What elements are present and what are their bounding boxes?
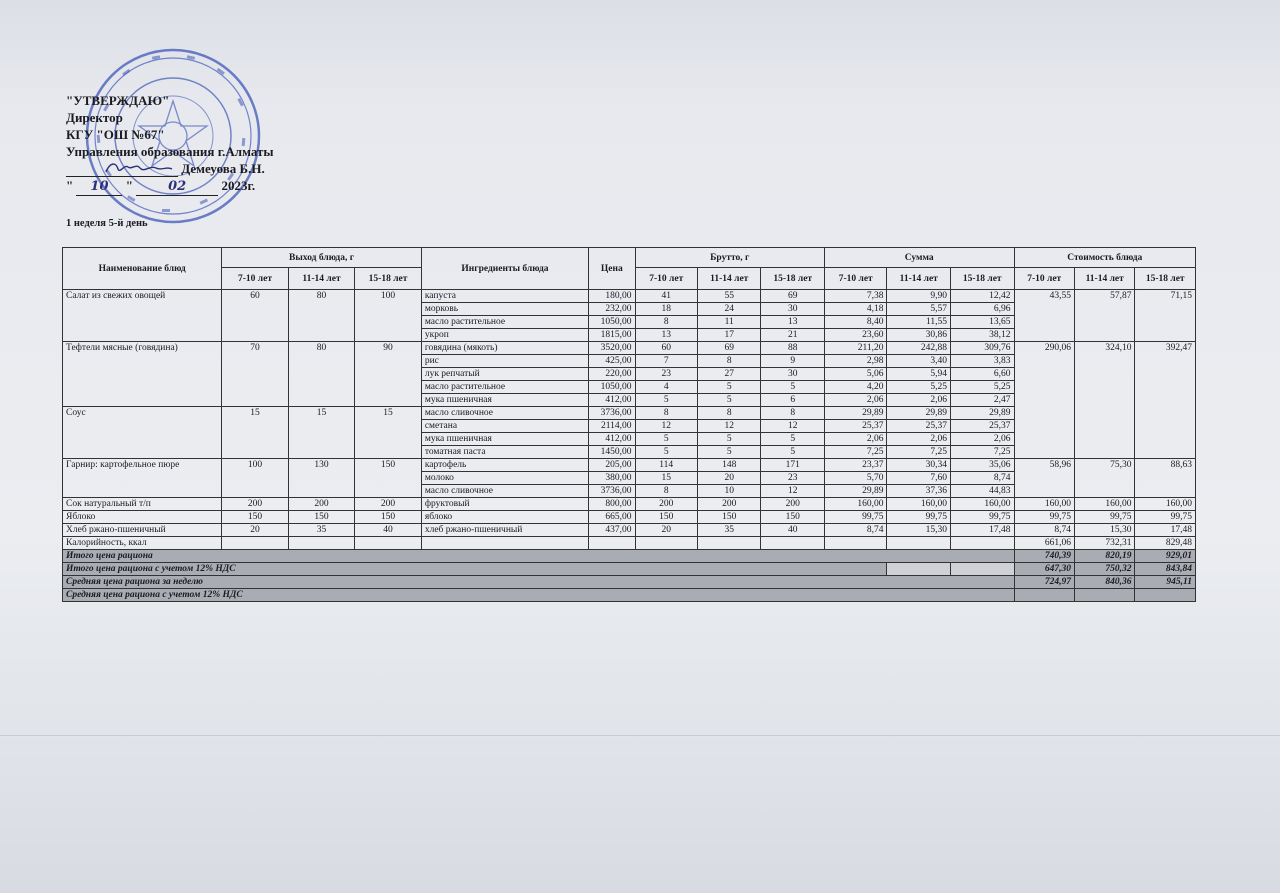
- dish-cost: 324,10: [1074, 342, 1134, 459]
- gross-value: 20: [697, 472, 761, 485]
- summary-row: [63, 576, 1196, 589]
- gross-value: 4: [635, 381, 697, 394]
- paper-fold-line: [0, 735, 1280, 736]
- dish-cost: 8,74: [1014, 524, 1074, 537]
- sum-value: 99,75: [950, 511, 1014, 524]
- dish-cost: 160,00: [1074, 498, 1134, 511]
- gross-value: 60: [635, 342, 697, 355]
- dish-output: 200: [222, 498, 289, 511]
- ingredient-name: мука пшеничная: [421, 394, 588, 407]
- gross-value: 69: [697, 342, 761, 355]
- ingredient-price: 412,00: [589, 433, 635, 446]
- gross-value: 5: [697, 381, 761, 394]
- summary-empty: [697, 537, 761, 550]
- week-label: 1 неделя 5-й день: [66, 218, 148, 229]
- gross-value: 8: [697, 355, 761, 368]
- ingredient-name: лук репчатый: [421, 368, 588, 381]
- summary-label: Средняя цена рациона за неделю: [63, 576, 1015, 589]
- age-header: 7-10 лет: [824, 268, 886, 290]
- sum-value: 99,75: [887, 511, 951, 524]
- summary-value: [1135, 589, 1196, 602]
- gross-value: 27: [697, 368, 761, 381]
- sum-value: 25,37: [950, 420, 1014, 433]
- sum-value: 99,75: [824, 511, 886, 524]
- approval-signature-line: [66, 160, 274, 177]
- ingredient-name: хлеб ржано-пшеничный: [421, 524, 588, 537]
- sum-value: 3,40: [887, 355, 951, 368]
- summary-value: 929,01: [1135, 550, 1196, 563]
- date-month: 02: [136, 178, 218, 196]
- gross-value: 150: [697, 511, 761, 524]
- summary-value: 843,84: [1135, 563, 1196, 576]
- table-row: [63, 342, 1196, 355]
- age-header: 15-18 лет: [355, 268, 422, 290]
- summary-label: Итого цена рациона с учетом 12% НДС: [63, 563, 887, 576]
- summary-label: Средняя цена рациона с учетом 12% НДС: [63, 589, 1015, 602]
- ingredient-price: 425,00: [589, 355, 635, 368]
- dish-output: 150: [355, 511, 422, 524]
- ingredient-price: 1815,00: [589, 329, 635, 342]
- table-row: [63, 290, 1196, 303]
- dish-cost: 43,55: [1014, 290, 1074, 342]
- dish-output: 15: [288, 407, 355, 459]
- gross-value: 5: [697, 446, 761, 459]
- gross-value: 13: [635, 329, 697, 342]
- gross-value: 24: [697, 303, 761, 316]
- gross-value: 88: [761, 342, 825, 355]
- sum-value: 29,89: [887, 407, 951, 420]
- sum-value: 11,55: [887, 316, 951, 329]
- summary-value: [1074, 589, 1134, 602]
- col-cost-header: Стоимость блюда: [1014, 248, 1196, 268]
- gross-value: 12: [635, 420, 697, 433]
- summary-empty: [887, 563, 951, 576]
- sum-value: 160,00: [824, 498, 886, 511]
- gross-value: 7: [635, 355, 697, 368]
- age-header: 15-18 лет: [761, 268, 825, 290]
- sum-value: 30,86: [887, 329, 951, 342]
- summary-empty: [589, 537, 635, 550]
- age-header: 11-14 лет: [887, 268, 951, 290]
- dish-cost: 88,63: [1135, 459, 1196, 498]
- gross-value: 30: [761, 303, 825, 316]
- approval-block: [66, 92, 274, 196]
- sum-value: 29,89: [950, 407, 1014, 420]
- approval-position: Директор: [66, 110, 123, 125]
- gross-value: 35: [697, 524, 761, 537]
- dish-name: Хлеб ржано-пшеничный: [63, 524, 222, 537]
- gross-value: 200: [697, 498, 761, 511]
- dish-cost: 99,75: [1074, 511, 1134, 524]
- ingredient-price: 1050,00: [589, 381, 635, 394]
- dish-output: 35: [288, 524, 355, 537]
- ingredient-name: сметана: [421, 420, 588, 433]
- summary-value: 647,30: [1014, 563, 1074, 576]
- dish-name: Тефтели мясные (говядина): [63, 342, 222, 407]
- sum-value: 4,18: [824, 303, 886, 316]
- table-row: [63, 511, 1196, 524]
- dish-cost: 99,75: [1135, 511, 1196, 524]
- summary-row: [63, 589, 1196, 602]
- gross-value: 5: [761, 446, 825, 459]
- sum-value: 160,00: [887, 498, 951, 511]
- approval-date: " 10 " 02 2023г.: [66, 178, 256, 194]
- gross-value: 200: [761, 498, 825, 511]
- sum-value: 7,38: [824, 290, 886, 303]
- ingredient-name: мука пшеничная: [421, 433, 588, 446]
- gross-value: 5: [697, 433, 761, 446]
- dish-cost: 58,96: [1014, 459, 1074, 498]
- sum-value: 5,06: [824, 368, 886, 381]
- gross-value: 9: [761, 355, 825, 368]
- sum-value: 5,70: [824, 472, 886, 485]
- sum-value: 35,06: [950, 459, 1014, 472]
- ingredient-price: 1050,00: [589, 316, 635, 329]
- dish-cost: 15,30: [1074, 524, 1134, 537]
- ingredient-name: масло сливочное: [421, 407, 588, 420]
- gross-value: 41: [635, 290, 697, 303]
- dish-cost: 75,30: [1074, 459, 1134, 498]
- sum-value: 5,25: [950, 381, 1014, 394]
- sum-value: 4,20: [824, 381, 886, 394]
- sum-value: 5,57: [887, 303, 951, 316]
- gross-value: 69: [761, 290, 825, 303]
- age-header: 11-14 лет: [1074, 268, 1134, 290]
- handwritten-signature: [66, 162, 178, 177]
- summary-value: 661,06: [1014, 537, 1074, 550]
- gross-value: 5: [635, 446, 697, 459]
- approval-department: Управления образования г.Алматы: [66, 144, 274, 159]
- dish-cost: 57,87: [1074, 290, 1134, 342]
- age-header: 7-10 лет: [635, 268, 697, 290]
- sum-value: 44,83: [950, 485, 1014, 498]
- sum-value: 23,60: [824, 329, 886, 342]
- dish-output: 60: [222, 290, 289, 342]
- dish-output: 130: [288, 459, 355, 498]
- sum-value: 2,06: [824, 394, 886, 407]
- dish-cost: 160,00: [1135, 498, 1196, 511]
- sum-value: 7,60: [887, 472, 951, 485]
- sum-value: 2,47: [950, 394, 1014, 407]
- date-year: 2023г.: [221, 178, 256, 193]
- dish-name: Соус: [63, 407, 222, 459]
- gross-value: 23: [635, 368, 697, 381]
- dish-name: Гарнир: картофельное пюре: [63, 459, 222, 498]
- col-dish-header: Наименование блюд: [63, 248, 222, 290]
- gross-value: 5: [697, 394, 761, 407]
- sum-value: 6,96: [950, 303, 1014, 316]
- age-header: 11-14 лет: [697, 268, 761, 290]
- summary-empty: [635, 537, 697, 550]
- table-row: [63, 498, 1196, 511]
- sum-value: 309,76: [950, 342, 1014, 355]
- dish-name: Сок натуральный т/п: [63, 498, 222, 511]
- ingredient-name: томатная паста: [421, 446, 588, 459]
- sum-value: 2,06: [887, 394, 951, 407]
- summary-empty: [950, 563, 1014, 576]
- dish-output: 15: [355, 407, 422, 459]
- ingredient-name: масло растительное: [421, 381, 588, 394]
- dish-name: Салат из свежих овощей: [63, 290, 222, 342]
- gross-value: 8: [635, 485, 697, 498]
- ingredient-name: масло сливочное: [421, 485, 588, 498]
- summary-value: 820,19: [1074, 550, 1134, 563]
- gross-value: 5: [635, 433, 697, 446]
- dish-output: 200: [355, 498, 422, 511]
- sum-value: 38,12: [950, 329, 1014, 342]
- gross-value: 12: [697, 420, 761, 433]
- gross-value: 10: [697, 485, 761, 498]
- col-output-header: Выход блюда, г: [222, 248, 422, 268]
- ingredient-name: рис: [421, 355, 588, 368]
- sum-value: 7,25: [824, 446, 886, 459]
- age-header: 7-10 лет: [1014, 268, 1074, 290]
- summary-value: [1014, 589, 1074, 602]
- ingredient-name: укроп: [421, 329, 588, 342]
- sum-value: 25,37: [824, 420, 886, 433]
- summary-row: [63, 550, 1196, 563]
- sum-value: 25,37: [887, 420, 951, 433]
- ingredient-price: 205,00: [589, 459, 635, 472]
- ingredient-price: 3736,00: [589, 407, 635, 420]
- sum-value: 5,25: [887, 381, 951, 394]
- dish-output: 200: [288, 498, 355, 511]
- dish-output: 100: [222, 459, 289, 498]
- sum-value: 23,37: [824, 459, 886, 472]
- ingredient-name: масло растительное: [421, 316, 588, 329]
- dish-output: 80: [288, 342, 355, 407]
- ingredient-name: фруктовый: [421, 498, 588, 511]
- sum-value: 160,00: [950, 498, 1014, 511]
- sum-value: 7,25: [950, 446, 1014, 459]
- dish-name: Яблоко: [63, 511, 222, 524]
- gross-value: 148: [697, 459, 761, 472]
- ingredient-price: 2114,00: [589, 420, 635, 433]
- col-sum-header: Сумма: [824, 248, 1014, 268]
- summary-value: 740,39: [1014, 550, 1074, 563]
- gross-value: 8: [635, 407, 697, 420]
- summary-empty: [355, 537, 422, 550]
- sum-value: 30,34: [887, 459, 951, 472]
- ingredient-price: 1450,00: [589, 446, 635, 459]
- sum-value: 7,25: [887, 446, 951, 459]
- ingredient-name: молоко: [421, 472, 588, 485]
- approval-title: "УТВЕРЖДАЮ": [66, 93, 170, 108]
- gross-value: 17: [697, 329, 761, 342]
- sum-value: 2,06: [887, 433, 951, 446]
- gross-value: 55: [697, 290, 761, 303]
- summary-value: 750,32: [1074, 563, 1134, 576]
- sum-value: 2,06: [824, 433, 886, 446]
- dish-output: 150: [288, 511, 355, 524]
- dish-output: 20: [222, 524, 289, 537]
- sum-value: 37,36: [887, 485, 951, 498]
- sum-value: 29,89: [824, 485, 886, 498]
- gross-value: 11: [697, 316, 761, 329]
- summary-value: 724,97: [1014, 576, 1074, 589]
- dish-output: 80: [288, 290, 355, 342]
- ingredient-price: 380,00: [589, 472, 635, 485]
- ingredient-name: картофель: [421, 459, 588, 472]
- col-ingredients-header: Ингредиенты блюда: [421, 248, 588, 290]
- summary-value: 840,36: [1074, 576, 1134, 589]
- sum-value: 29,89: [824, 407, 886, 420]
- dish-output: 70: [222, 342, 289, 407]
- dish-cost: 160,00: [1014, 498, 1074, 511]
- summary-empty: [222, 537, 289, 550]
- sum-value: 15,30: [887, 524, 951, 537]
- summary-empty: [887, 537, 951, 550]
- sum-value: 2,98: [824, 355, 886, 368]
- summary-empty: [288, 537, 355, 550]
- gross-value: 40: [761, 524, 825, 537]
- dish-output: 90: [355, 342, 422, 407]
- gross-value: 21: [761, 329, 825, 342]
- gross-value: 114: [635, 459, 697, 472]
- dish-output: 150: [355, 459, 422, 498]
- sum-value: 9,90: [887, 290, 951, 303]
- gross-value: 150: [761, 511, 825, 524]
- sum-value: 17,48: [950, 524, 1014, 537]
- sum-value: 2,06: [950, 433, 1014, 446]
- col-price-header: Цена: [589, 248, 635, 290]
- ingredient-name: капуста: [421, 290, 588, 303]
- sum-value: 6,60: [950, 368, 1014, 381]
- summary-value: 945,11: [1135, 576, 1196, 589]
- ingredient-price: 232,00: [589, 303, 635, 316]
- dish-output: 100: [355, 290, 422, 342]
- dish-cost: 71,15: [1135, 290, 1196, 342]
- gross-value: 18: [635, 303, 697, 316]
- summary-label: Итого цена рациона: [63, 550, 1015, 563]
- sum-value: 211,20: [824, 342, 886, 355]
- gross-value: 12: [761, 420, 825, 433]
- sum-value: 5,94: [887, 368, 951, 381]
- gross-value: 5: [635, 394, 697, 407]
- approval-org: КГУ "ОШ №67": [66, 127, 165, 142]
- ingredient-price: 412,00: [589, 394, 635, 407]
- ingredient-price: 3520,00: [589, 342, 635, 355]
- age-header: 15-18 лет: [1135, 268, 1196, 290]
- col-gross-header: Брутто, г: [635, 248, 824, 268]
- summary-row: [63, 537, 1196, 550]
- dish-cost: 99,75: [1014, 511, 1074, 524]
- gross-value: 6: [761, 394, 825, 407]
- date-day: 10: [76, 178, 122, 196]
- ingredient-name: морковь: [421, 303, 588, 316]
- menu-table: [62, 247, 1196, 602]
- sum-value: 13,65: [950, 316, 1014, 329]
- gross-value: 5: [761, 433, 825, 446]
- age-header: 11-14 лет: [288, 268, 355, 290]
- ingredient-price: 665,00: [589, 511, 635, 524]
- ingredient-price: 437,00: [589, 524, 635, 537]
- dish-output: 150: [222, 511, 289, 524]
- gross-value: 200: [635, 498, 697, 511]
- gross-value: 8: [761, 407, 825, 420]
- gross-value: 20: [635, 524, 697, 537]
- ingredient-price: 180,00: [589, 290, 635, 303]
- sum-value: 8,74: [824, 524, 886, 537]
- age-header: 15-18 лет: [950, 268, 1014, 290]
- summary-value: 732,31: [1074, 537, 1134, 550]
- summary-empty: [950, 537, 1014, 550]
- gross-value: 15: [635, 472, 697, 485]
- ingredient-price: 3736,00: [589, 485, 635, 498]
- gross-value: 5: [761, 381, 825, 394]
- sum-value: 3,83: [950, 355, 1014, 368]
- sum-value: 242,88: [887, 342, 951, 355]
- sum-value: 8,74: [950, 472, 1014, 485]
- sum-value: 12,42: [950, 290, 1014, 303]
- gross-value: 13: [761, 316, 825, 329]
- gross-value: 12: [761, 485, 825, 498]
- table-row: [63, 524, 1196, 537]
- summary-empty: [824, 537, 886, 550]
- gross-value: 171: [761, 459, 825, 472]
- gross-value: 8: [697, 407, 761, 420]
- ingredient-name: яблоко: [421, 511, 588, 524]
- dish-cost: 290,06: [1014, 342, 1074, 459]
- age-header: 7-10 лет: [222, 268, 289, 290]
- sum-value: 8,40: [824, 316, 886, 329]
- dish-output: 15: [222, 407, 289, 459]
- gross-value: 8: [635, 316, 697, 329]
- summary-empty: [421, 537, 588, 550]
- ingredient-name: говядина (мякоть): [421, 342, 588, 355]
- ingredient-price: 220,00: [589, 368, 635, 381]
- dish-output: 40: [355, 524, 422, 537]
- table-row: [63, 459, 1196, 472]
- summary-value: 829,48: [1135, 537, 1196, 550]
- summary-row: [63, 563, 1196, 576]
- dish-cost: 392,47: [1135, 342, 1196, 459]
- gross-value: 150: [635, 511, 697, 524]
- summary-label: Калорийность, ккал: [63, 537, 222, 550]
- gross-value: 23: [761, 472, 825, 485]
- approval-signer: Демеуова Б.Н.: [181, 161, 265, 176]
- summary-empty: [761, 537, 825, 550]
- ingredient-price: 800,00: [589, 498, 635, 511]
- dish-cost: 17,48: [1135, 524, 1196, 537]
- gross-value: 30: [761, 368, 825, 381]
